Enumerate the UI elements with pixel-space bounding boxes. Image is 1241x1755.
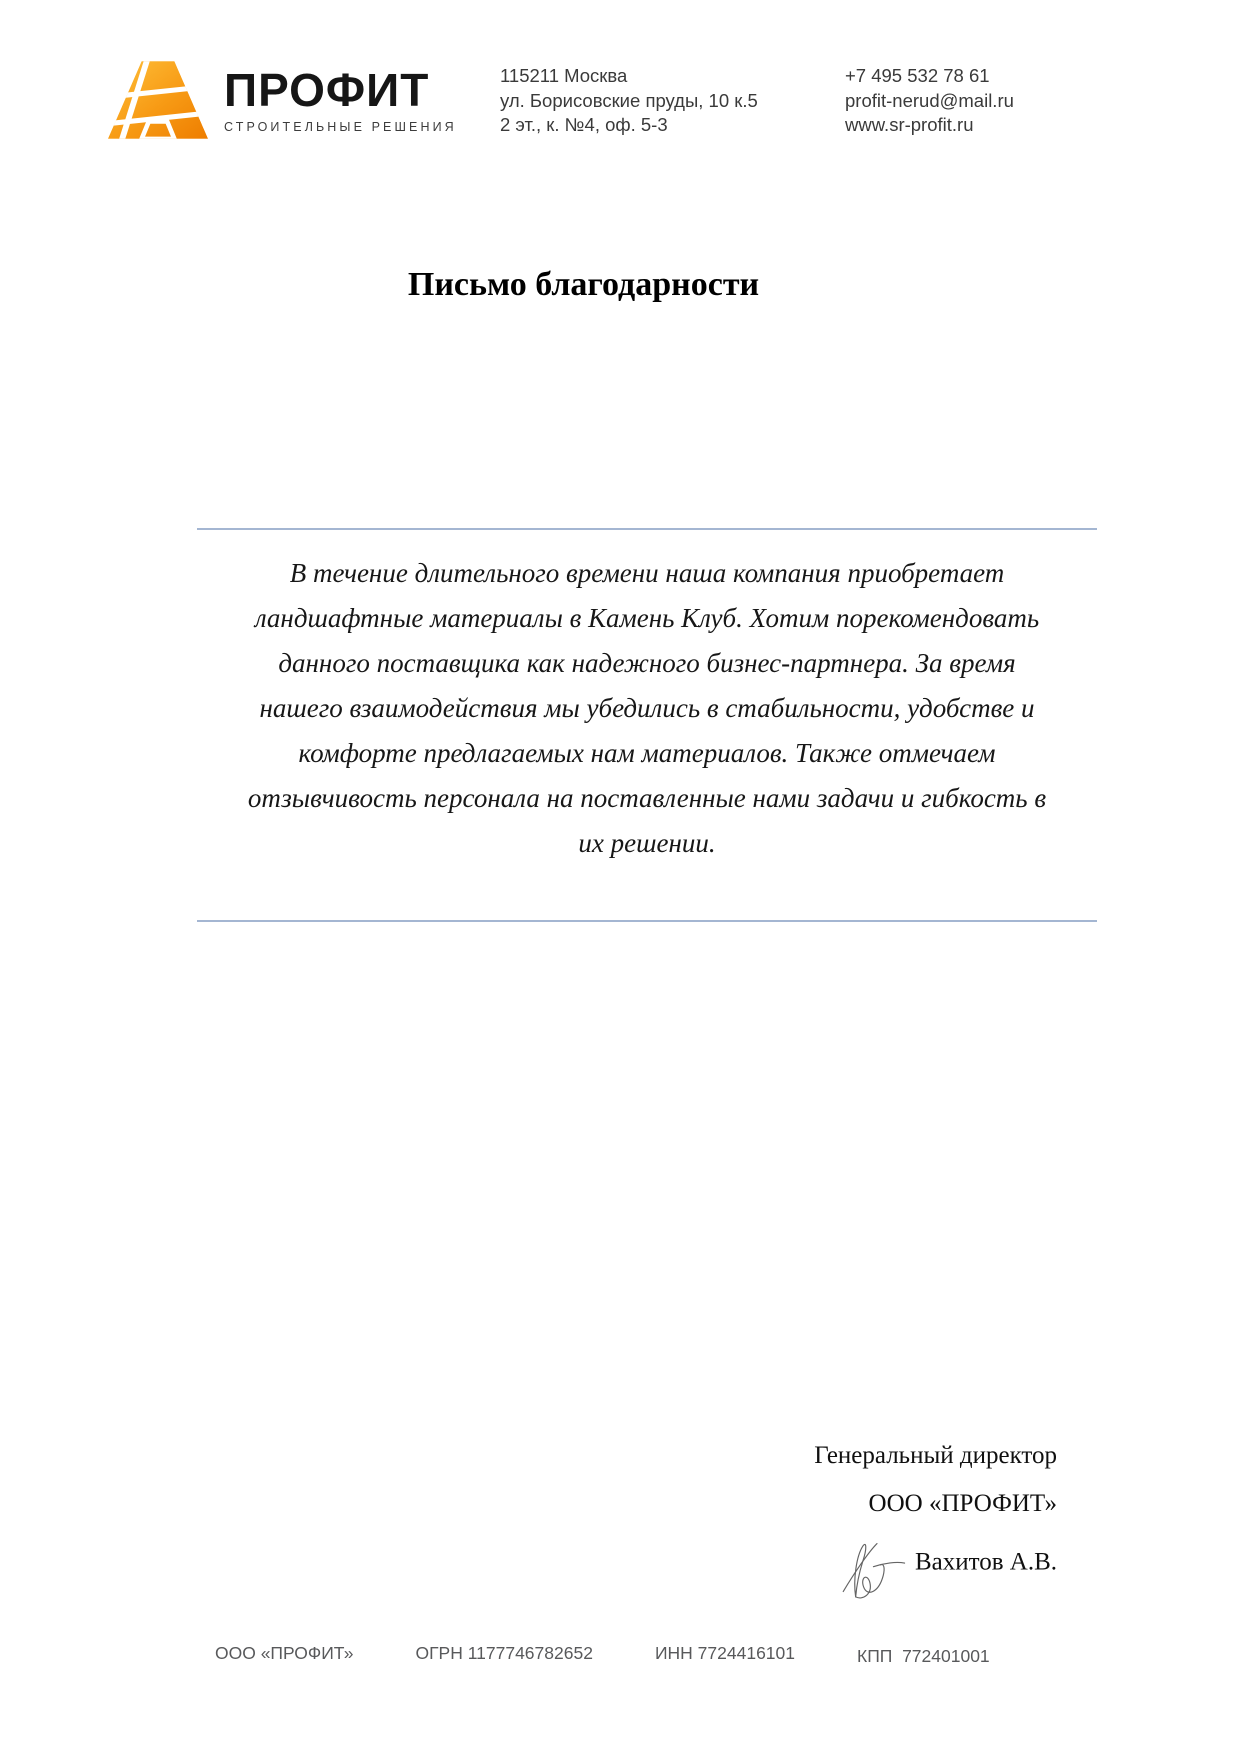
company-logo (106, 56, 457, 144)
letter-title: Письмо благодарности (407, 266, 760, 303)
footer-kpp: КПП 772401001 (857, 1646, 990, 1666)
logo-text (224, 63, 457, 134)
footer-company: ООО «ПРОФИТ» (215, 1643, 354, 1663)
body-line: ландшафтные материалы в Камень Клуб. Хотим порекомендовать (254, 603, 1040, 633)
letterhead-contacts (845, 64, 1014, 138)
footer-ogrn: ОГРН 1177746782652 (415, 1643, 593, 1663)
signature-row (814, 1528, 1057, 1600)
signature-block (814, 1432, 1057, 1600)
body-line: В течение длительного времени наша компания приобретает (289, 558, 1005, 588)
logo-tagline: СТРОИТЕЛЬНЫЕ РЕШЕНИЯ (224, 119, 457, 134)
signer-position: Генеральный директор (814, 1442, 1057, 1469)
logo-company-name: ПРОФИТ (224, 63, 430, 116)
letterhead-address (500, 64, 758, 138)
contact-email: profit-nerud@mail.ru (845, 89, 1014, 111)
letter-body-quote (197, 528, 1097, 922)
address-line-office: 2 эт., к. №4, оф. 5-3 (500, 114, 668, 135)
contact-phone: +7 495 532 78 61 (845, 65, 990, 86)
body-line: их решении. (578, 828, 716, 858)
footer-inn: ИНН 7724416101 (654, 1643, 795, 1663)
body-line: нашего взаимодействия мы убедились в стабильности, удобстве и (259, 693, 1035, 723)
body-line: данного поставщика как надежного бизнес-партнера. За время (278, 648, 1016, 678)
profit-logo-icon (106, 56, 210, 144)
body-line: комфорте предлагаемых нам материалов. Также отмечаем (298, 738, 996, 768)
contact-website: www.sr-profit.ru (845, 114, 974, 135)
address-line-street: ул. Борисовские пруды, 10 к.5 (500, 89, 758, 111)
signer-company: ООО «ПРОФИТ» (868, 1490, 1057, 1517)
body-line: отзывчивость персонала на поставленные нами задачи и гибкость в (247, 783, 1047, 813)
signer-name: Вахитов А.В. (914, 1548, 1057, 1576)
footer-requisites (215, 1643, 990, 1664)
handwritten-signature-icon (829, 1536, 909, 1608)
address-line-postal-city: 115211 Москва (500, 65, 628, 86)
